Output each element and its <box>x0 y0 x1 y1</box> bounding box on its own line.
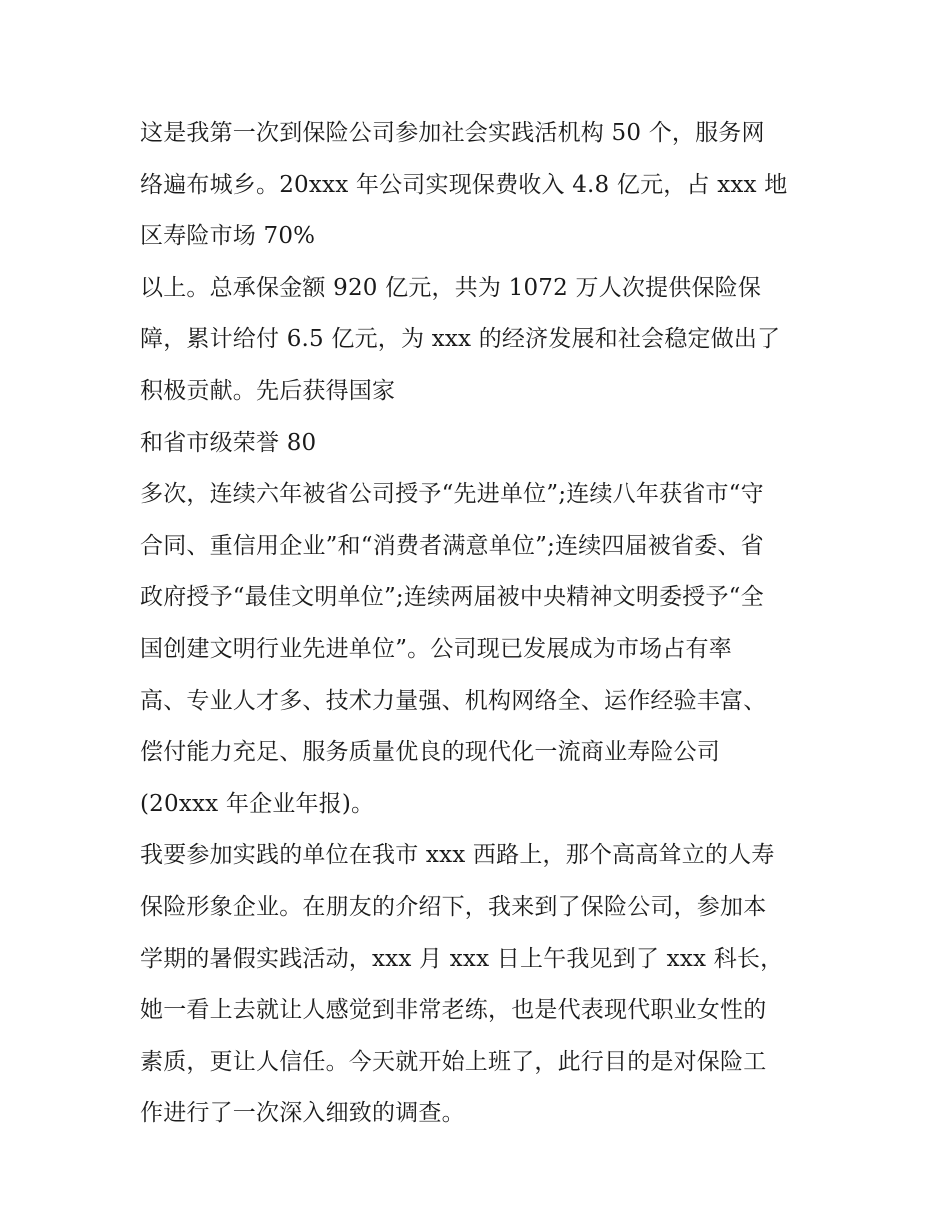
text-line: 作进行了一次深入细致的调查。 <box>140 1100 465 1127</box>
text-line: 保险形象企业。在朋友的介绍下，我来到了保险公司，参加本 <box>140 893 767 920</box>
text-line: 偿付能力充足、服务质量优良的现代化一流商业寿险公司 <box>140 739 720 766</box>
text-line: 国创建文明行业先进单位”。公司现已发展成为市场占有率 <box>140 635 732 662</box>
text-line: 以上。总承保金额 920 亿元，共为 1072 万人次提供保险保 <box>140 274 762 301</box>
text-line: 学期的暑假实践活动，xxx 月 xxx 日上午我见到了 xxx 科长， <box>140 945 784 972</box>
text-line: 区寿险市场 70% <box>140 223 316 250</box>
text-line: 我要参加实践的单位在我市 xxx 西路上，那个高高耸立的人寿 <box>140 842 775 869</box>
text-line: 多次，连续六年被省公司授予“先进单位”;连续八年获省市“守 <box>140 481 764 508</box>
text-line: 这是我第一次到保险公司参加社会实践活机构 50 个，服务网 <box>140 120 765 146</box>
text-line: 合同、重信用企业”和“消费者满意单位”;连续四届被省委、省 <box>140 532 764 559</box>
text-line: (20xxx 年企业年报)。 <box>140 790 375 817</box>
text-line: 政府授予“最佳文明单位”;连续两届被中央精神文明委授予“全 <box>140 584 764 611</box>
text-line: 和省市级荣誉 80 <box>140 429 317 456</box>
text-line: 素质，更让人信任。今天就开始上班了，此行目的是对保险工 <box>140 1048 767 1075</box>
document-body <box>140 108 830 1140</box>
text-line: 高、专业人才多、技术力量强、机构网络全、运作经验丰富、 <box>140 687 767 714</box>
text-line: 积极贡献。先后获得国家 <box>140 377 396 404</box>
text-line: 她一看上去就让人感觉到非常老练，也是代表现代职业女性的 <box>140 997 767 1024</box>
text-line: 障，累计给付 6.5 亿元，为 xxx 的经济发展和社会稳定做出了 <box>140 326 781 353</box>
text-line: 络遍布城乡。20xxx 年公司实现保费收入 4.8 亿元，占 xxx 地 <box>140 171 788 198</box>
